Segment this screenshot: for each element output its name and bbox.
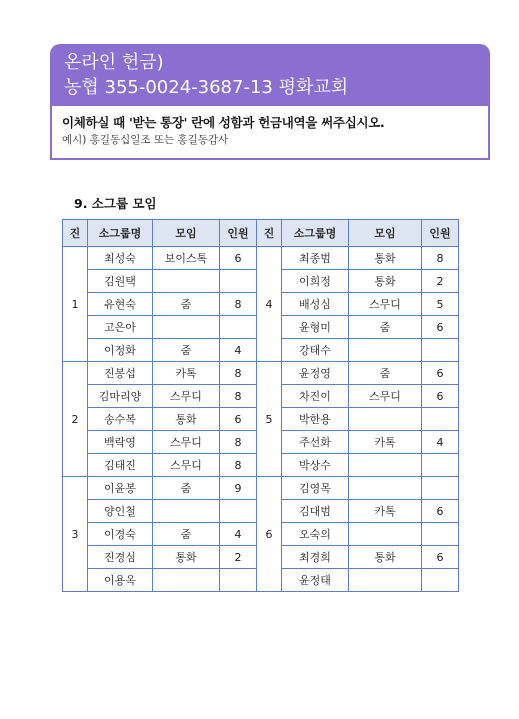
attendee-count — [422, 569, 459, 592]
meeting-type: 통화 — [349, 546, 422, 569]
attendee-count: 5 — [422, 293, 459, 316]
member-name: 진봉섭 — [88, 362, 153, 385]
meeting-type: 스무디 — [349, 293, 422, 316]
meeting-type: 줌 — [153, 477, 220, 500]
meeting-type: 줌 — [153, 523, 220, 546]
group-number: 4 — [257, 247, 282, 362]
header-cell: 인원 — [422, 220, 459, 247]
attendee-count — [422, 477, 459, 500]
member-name: 양인철 — [88, 500, 153, 523]
attendee-count: 8 — [220, 454, 257, 477]
meeting-type: 줌 — [153, 293, 220, 316]
member-name: 최종범 — [282, 247, 349, 270]
member-name: 김영목 — [282, 477, 349, 500]
attendee-count: 6 — [422, 546, 459, 569]
member-name: 유현숙 — [88, 293, 153, 316]
member-name: 김대범 — [282, 500, 349, 523]
account-banner — [50, 44, 490, 106]
member-name: 박상수 — [282, 454, 349, 477]
table-row — [63, 477, 459, 500]
meeting-type: 통화 — [153, 546, 220, 569]
meeting-type — [349, 408, 422, 431]
meeting-type — [349, 569, 422, 592]
member-name: 이윤봉 — [88, 477, 153, 500]
member-name: 박한용 — [282, 408, 349, 431]
member-name: 주선화 — [282, 431, 349, 454]
member-name: 윤정태 — [282, 569, 349, 592]
member-name: 이정화 — [88, 339, 153, 362]
header-cell: 소그룹명 — [88, 220, 153, 247]
attendee-count: 6 — [422, 362, 459, 385]
member-name: 강태수 — [282, 339, 349, 362]
member-name: 김태진 — [88, 454, 153, 477]
member-name: 최경희 — [282, 546, 349, 569]
attendee-count — [422, 523, 459, 546]
meeting-type: 보이스톡 — [153, 247, 220, 270]
group-number: 5 — [257, 362, 282, 477]
member-name: 윤정영 — [282, 362, 349, 385]
header-cell: 진 — [257, 220, 282, 247]
member-name: 이희정 — [282, 270, 349, 293]
meeting-type: 줌 — [153, 339, 220, 362]
meeting-type: 스무디 — [349, 385, 422, 408]
meeting-type: 통화 — [349, 247, 422, 270]
bank-account-number: 농협 355-0024-3687-13 평화교회 — [64, 77, 349, 98]
member-name: 윤형미 — [282, 316, 349, 339]
header-cell: 인원 — [220, 220, 257, 247]
attendee-count — [422, 339, 459, 362]
member-name: 이용옥 — [88, 569, 153, 592]
group-number: 6 — [257, 477, 282, 592]
attendee-count: 6 — [422, 500, 459, 523]
meeting-type: 카톡 — [349, 431, 422, 454]
member-name: 백락영 — [88, 431, 153, 454]
small-group-table — [62, 219, 459, 592]
meeting-type — [349, 523, 422, 546]
attendee-count: 4 — [422, 431, 459, 454]
member-name: 이경숙 — [88, 523, 153, 546]
member-name: 차진이 — [282, 385, 349, 408]
attendee-count — [220, 316, 257, 339]
member-name: 김마리양 — [88, 385, 153, 408]
meeting-type: 통화 — [153, 408, 220, 431]
attendee-count: 6 — [220, 247, 257, 270]
attendee-count: 2 — [220, 546, 257, 569]
attendee-count — [220, 270, 257, 293]
meeting-type — [153, 500, 220, 523]
meeting-type: 줌 — [349, 316, 422, 339]
attendee-count: 2 — [422, 270, 459, 293]
group-number: 3 — [63, 477, 88, 592]
member-name: 송수복 — [88, 408, 153, 431]
banner-title: 온라인 헌금) — [64, 52, 164, 73]
meeting-type: 스무디 — [153, 385, 220, 408]
attendee-count: 8 — [220, 362, 257, 385]
section-title: 9. 소그룹 모임 — [74, 196, 157, 211]
header-cell: 모임 — [153, 220, 220, 247]
table-row — [63, 362, 459, 385]
attendee-count: 8 — [422, 247, 459, 270]
attendee-count: 4 — [220, 339, 257, 362]
meeting-type — [349, 454, 422, 477]
attendee-count: 6 — [220, 408, 257, 431]
meeting-type — [153, 316, 220, 339]
attendee-count: 8 — [220, 385, 257, 408]
attendee-count: 8 — [220, 293, 257, 316]
meeting-type — [349, 339, 422, 362]
member-name: 고은아 — [88, 316, 153, 339]
header-cell: 소그룹명 — [282, 220, 349, 247]
attendee-count: 8 — [220, 431, 257, 454]
header-cell: 모임 — [349, 220, 422, 247]
member-name: 김원택 — [88, 270, 153, 293]
meeting-type: 카톡 — [153, 362, 220, 385]
attendee-count — [422, 408, 459, 431]
attendee-count: 9 — [220, 477, 257, 500]
group-number: 2 — [63, 362, 88, 477]
header-cell: 진 — [63, 220, 88, 247]
member-name: 배성심 — [282, 293, 349, 316]
member-name: 진경심 — [88, 546, 153, 569]
notice-example: 예시) 홍길동십일조 또는 홍길동감사 — [62, 134, 229, 146]
attendee-count: 6 — [422, 385, 459, 408]
meeting-type: 통화 — [349, 270, 422, 293]
table-row — [63, 247, 459, 270]
meeting-type — [153, 270, 220, 293]
meeting-type: 줌 — [349, 362, 422, 385]
attendee-count — [220, 500, 257, 523]
member-name: 최성숙 — [88, 247, 153, 270]
meeting-type — [153, 569, 220, 592]
meeting-type: 스무디 — [153, 454, 220, 477]
member-name: 오숙의 — [282, 523, 349, 546]
attendee-count: 4 — [220, 523, 257, 546]
attendee-count — [422, 454, 459, 477]
meeting-type: 스무디 — [153, 431, 220, 454]
meeting-type: 카톡 — [349, 500, 422, 523]
attendee-count: 6 — [422, 316, 459, 339]
table-header-row — [63, 220, 459, 247]
attendee-count — [220, 569, 257, 592]
transfer-notice — [50, 106, 490, 160]
group-number: 1 — [63, 247, 88, 362]
notice-instruction: 이체하실 때 '받는 통장' 란에 성함과 헌금내역을 써주십시오. — [62, 115, 385, 130]
meeting-type — [349, 477, 422, 500]
